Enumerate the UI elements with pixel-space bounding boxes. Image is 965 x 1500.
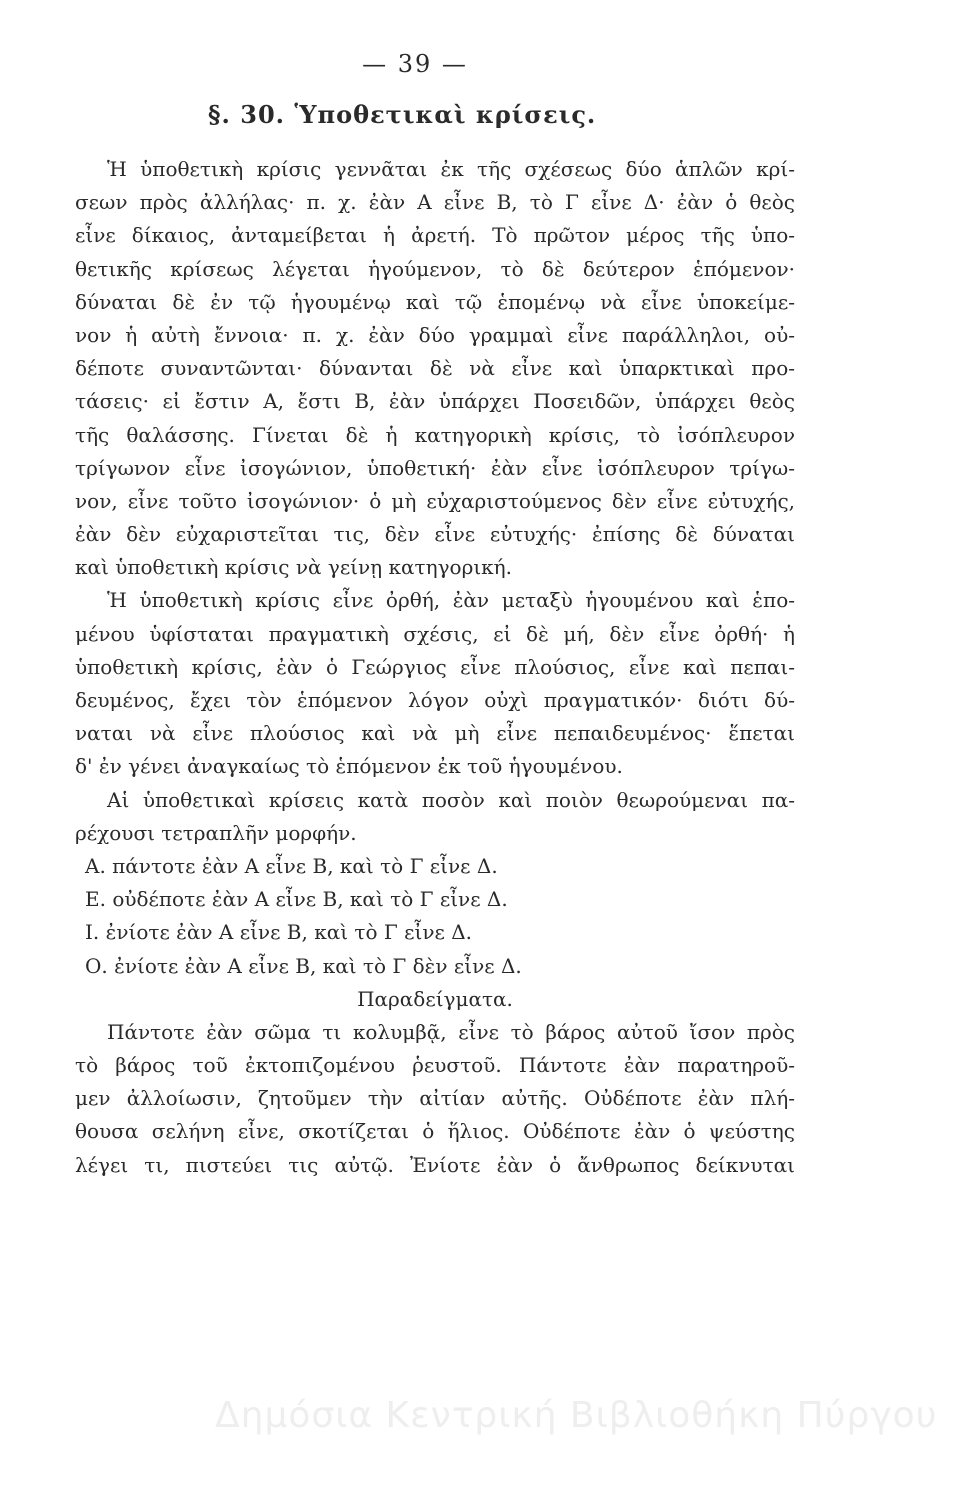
text-line: τάσεις· εἰ ἔστιν Α, ἔστι Β, ἐὰν ὑπάρχει Ποσειδῶν, ὑπάρχει θεὸς [75,389,795,414]
text-line: τῆς θαλάσσης. Γίνεται δὲ ἡ κατηγορικὴ κρίσις, τὸ ἰσόπλευρον [75,422,795,447]
text-line: Παραδείγματα. [357,986,513,1011]
text-line: θετικῆς κρίσεως λέγεται ἡγούμενον, τὸ δὲ δεύτερον ἑπόμενον· [75,256,795,281]
text-line: δύναται δὲ ἐν τῷ ἡγουμένῳ καὶ τῷ ἑπομένῳ νὰ εἶνε ὑποκείμε- [75,289,795,314]
text-line: καὶ ὑποθετικὴ κρίσις νὰ γείνῃ κατηγορική. [75,555,513,580]
text-line: νον, εἶνε τοῦτο ἰσογώνιον· ὁ μὴ εὐχαριστούμενος δὲν εἶνε εὐτυχής, [75,488,795,513]
text-line: τρίγωνον εἶνε ἰσογώνιον, ὑποθετική· ἐὰν εἶνε ἰσόπλευρον τρίγω- [75,455,795,480]
text-line: Ἡ ὑποθετικὴ κρίσις εἶνε ὀρθή, ἐὰν μεταξὺ ἡγουμένου καὶ ἑπο- [107,588,795,613]
text-line: Ἡ ὑποθετικὴ κρίσις γεννᾶται ἐκ τῆς σχέσεως δύο ἁπλῶν κρί- [107,157,795,181]
text-line: μένου ὑφίσταται πραγματικὴ σχέσις, εἰ δὲ μή, δὲν εἶνε ὀρθή· ἡ [75,621,795,646]
text-line: μεν ἀλλοίωσιν, ζητοῦμεν τὴν αἰτίαν αὐτῆς. Οὐδέποτε ἐὰν πλή- [75,1086,795,1111]
text-line: δέποτε συναντῶνται· δύνανται δὲ νὰ εἶνε καὶ ὑπαρκτικαὶ προ- [75,356,795,381]
body-text [75,153,795,1182]
text-line: εἶνε δίκαιος, ἀνταμείβεται ἡ ἀρετή. Τὸ πρῶτον μέρος τῆς ὑπο- [75,223,795,248]
text-line: θουσα σελήνη εἶνε, σκοτίζεται ὁ ἥλιος. Οὐδέποτε ἐὰν ὁ ψεύστης [75,1119,795,1144]
library-watermark: Δημόσια Κεντρική Βιβλιοθήκη Πύργου [215,1395,938,1436]
text-line: ρέχουσι τετραπλῆν μορφήν. [75,820,357,845]
text-line: σεων πρὸς ἀλλήλας· π. χ. ἐὰν Α εἶνε Β, τὸ Γ εἶνε Δ· ἐὰν ὁ θεὸς [75,190,795,215]
section-heading: §. 30. Ὑποθετικαὶ κρίσεις. [208,100,597,129]
text-line: Ε. οὐδέποτε ἐὰν Α εἶνε Β, καὶ τὸ Γ εἶνε Δ. [85,887,508,912]
text-line: ἐὰν δὲν εὐχαριστεῖται τις, δὲν εἶνε εὐτυχής· ἐπίσης δὲ δύναται [75,522,795,547]
text-line: δευμένος, ἔχει τὸν ἑπόμενον λόγον οὐχὶ πραγματικόν· διότι δύ- [75,688,795,712]
page-number: — 39 — [362,50,468,78]
text-line: ναται νὰ εἶνε πλούσιος καὶ νὰ μὴ εἶνε πεπαιδευμένος· ἕπεται [75,721,795,746]
text-line: Αἱ ὑποθετικαὶ κρίσεις κατὰ ποσὸν καὶ ποιὸν θεωρούμεναι πα- [107,787,795,812]
text-line: λέγει τι, πιστεύει τις αὐτῷ. Ἐνίοτε ἐὰν ὁ ἄνθρωπος δείκνυται [75,1152,795,1177]
text-line: Ο. ἐνίοτε ἐὰν Α εἶνε Β, καὶ τὸ Γ δὲν εἶνε Δ. [85,953,522,978]
text-line: ὑποθετικὴ κρίσις, ἐὰν ὁ Γεώργιος εἶνε πλούσιος, εἶνε καὶ πεπαι- [75,654,795,679]
text-line: τὸ βάρος τοῦ ἐκτοπιζομένου ῥευστοῦ. Πάντοτε ἐὰν παρατηροῦ- [75,1053,795,1078]
text-line: Πάντοτε ἐὰν σῶμα τι κολυμβᾷ, εἶνε τὸ βάρος αὐτοῦ ἴσον πρὸς [107,1019,795,1044]
text-line: Α. πάντοτε ἐὰν Α εἶνε Β, καὶ τὸ Γ εἶνε Δ. [85,853,498,878]
text-line: νον ἡ αὐτὴ ἔννοια· π. χ. ἐὰν δύο γραμμαὶ εἶνε παράλληλοι, οὐ- [75,322,795,347]
text-line: δ' ἐν γένει ἀναγκαίως τὸ ἑπόμενον ἐκ τοῦ ἡγουμένου. [75,754,623,779]
text-line: Ι. ἐνίοτε ἐὰν Α εἶνε Β, καὶ τὸ Γ εἶνε Δ. [85,920,473,945]
